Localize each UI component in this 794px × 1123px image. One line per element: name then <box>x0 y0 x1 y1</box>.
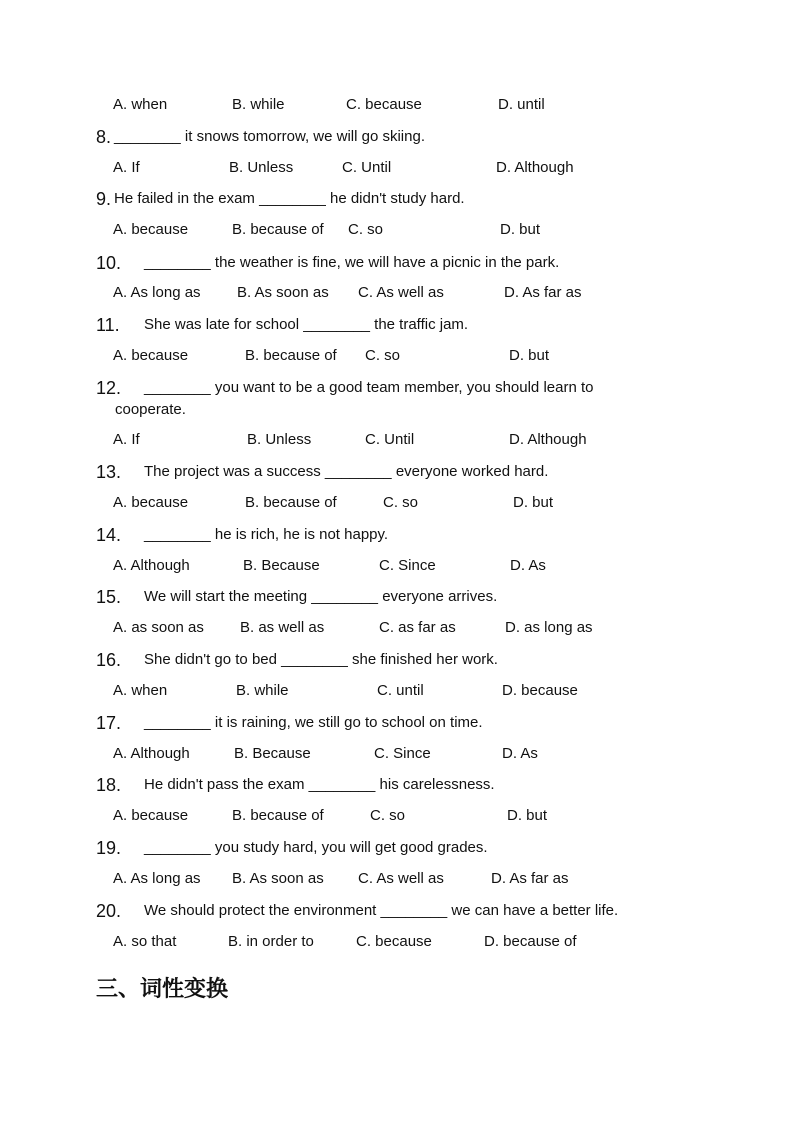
option-d: D. As <box>502 745 538 762</box>
option-c: C. because <box>346 96 422 113</box>
option-c: C. Until <box>342 159 392 176</box>
option-d: D. As <box>510 557 546 574</box>
option-c: C. Since <box>374 745 431 762</box>
option-a: A. Although <box>113 557 190 574</box>
option-b: B. as well as <box>240 619 325 636</box>
option-b: B. Unless <box>247 431 312 448</box>
question-text-continued: cooperate. <box>115 401 186 418</box>
question-number: 18. <box>96 775 122 795</box>
question-number: 20. <box>96 901 122 921</box>
option-a: A. as soon as <box>113 619 204 636</box>
question-text: ________ it is raining, we still go to school on time. <box>144 714 483 731</box>
section-heading: 三、词性变换 <box>96 977 229 1002</box>
option-a: A. If <box>113 431 140 448</box>
option-c: C. As well as <box>358 870 444 887</box>
option-d: D. until <box>498 96 545 113</box>
option-a: A. As long as <box>113 870 201 887</box>
option-d: D. but <box>500 221 541 238</box>
option-a: A. because <box>113 347 189 364</box>
question-number: 12. <box>96 378 122 398</box>
option-c: C. because <box>356 933 432 950</box>
question-text: ________ he is rich, he is not happy. <box>144 526 389 543</box>
question-text: He didn't pass the exam ________ his carelessness. <box>144 776 495 793</box>
option-d: D. but <box>507 807 548 824</box>
option-c: C. Until <box>365 431 415 448</box>
option-a: A. when <box>113 682 168 699</box>
option-d: D. because of <box>484 933 577 950</box>
option-b: B. Because <box>243 557 320 574</box>
option-b: B. As soon as <box>232 870 324 887</box>
question-number: 14. <box>96 525 122 545</box>
question-text: We will start the meeting ________ everyone arrives. <box>144 588 498 605</box>
option-c: C. so <box>370 807 406 824</box>
question-number: 17. <box>96 713 122 733</box>
question-text: We should protect the environment ________ we can have a better life. <box>144 902 619 919</box>
option-b: B. while <box>232 96 285 113</box>
question-text: She was late for school ________ the traffic jam. <box>144 316 469 333</box>
option-b: B. in order to <box>228 933 314 950</box>
question-number: 16. <box>96 650 122 670</box>
option-b: B. because of <box>232 221 324 238</box>
option-b: B. because of <box>245 347 337 364</box>
question-text: The project was a success ________ everyone worked hard. <box>144 463 549 480</box>
question-number: 19. <box>96 838 122 858</box>
question-number: 8. <box>96 127 112 147</box>
question-text: She didn't go to bed ________ she finished her work. <box>144 651 498 668</box>
option-c: C. so <box>348 221 384 238</box>
option-c: C. Since <box>379 557 436 574</box>
option-d: D. Although <box>509 431 587 448</box>
option-c: C. as far as <box>379 619 456 636</box>
option-d: D. As far as <box>491 870 569 887</box>
option-d: D. As far as <box>504 284 582 301</box>
question-number: 15. <box>96 587 122 607</box>
option-a: A. because <box>113 221 189 238</box>
option-b: B. Unless <box>229 159 294 176</box>
option-a: A. If <box>113 159 140 176</box>
option-a: A. Although <box>113 745 190 762</box>
option-c: C. so <box>365 347 401 364</box>
option-a: A. so that <box>113 933 177 950</box>
option-a: A. because <box>113 807 189 824</box>
option-b: B. because of <box>245 494 337 511</box>
option-d: D. but <box>509 347 550 364</box>
option-b: B. while <box>236 682 289 699</box>
option-a: A. when <box>113 96 168 113</box>
question-number: 10. <box>96 253 122 273</box>
question-text: ________ you study hard, you will get good grades. <box>144 839 488 856</box>
question-text: ________ the weather is fine, we will have a picnic in the park. <box>144 254 560 271</box>
option-b: B. because of <box>232 807 324 824</box>
question-text: ________ you want to be a good team member, you should learn to <box>144 379 594 396</box>
option-a: A. because <box>113 494 189 511</box>
option-d: D. because <box>502 682 578 699</box>
option-d: D. as long as <box>505 619 593 636</box>
option-c: C. until <box>377 682 424 699</box>
question-number: 9. <box>96 189 112 209</box>
option-b: B. Because <box>234 745 311 762</box>
option-c: C. As well as <box>358 284 444 301</box>
question-number: 11. <box>96 315 120 335</box>
question-text: ________ it snows tomorrow, we will go skiing. <box>114 128 425 145</box>
option-d: D. but <box>513 494 554 511</box>
question-number: 13. <box>96 462 122 482</box>
option-c: C. so <box>383 494 419 511</box>
option-b: B. As soon as <box>237 284 329 301</box>
question-text: He failed in the exam ________ he didn't study hard. <box>114 190 465 207</box>
option-d: D. Although <box>496 159 574 176</box>
option-a: A. As long as <box>113 284 201 301</box>
